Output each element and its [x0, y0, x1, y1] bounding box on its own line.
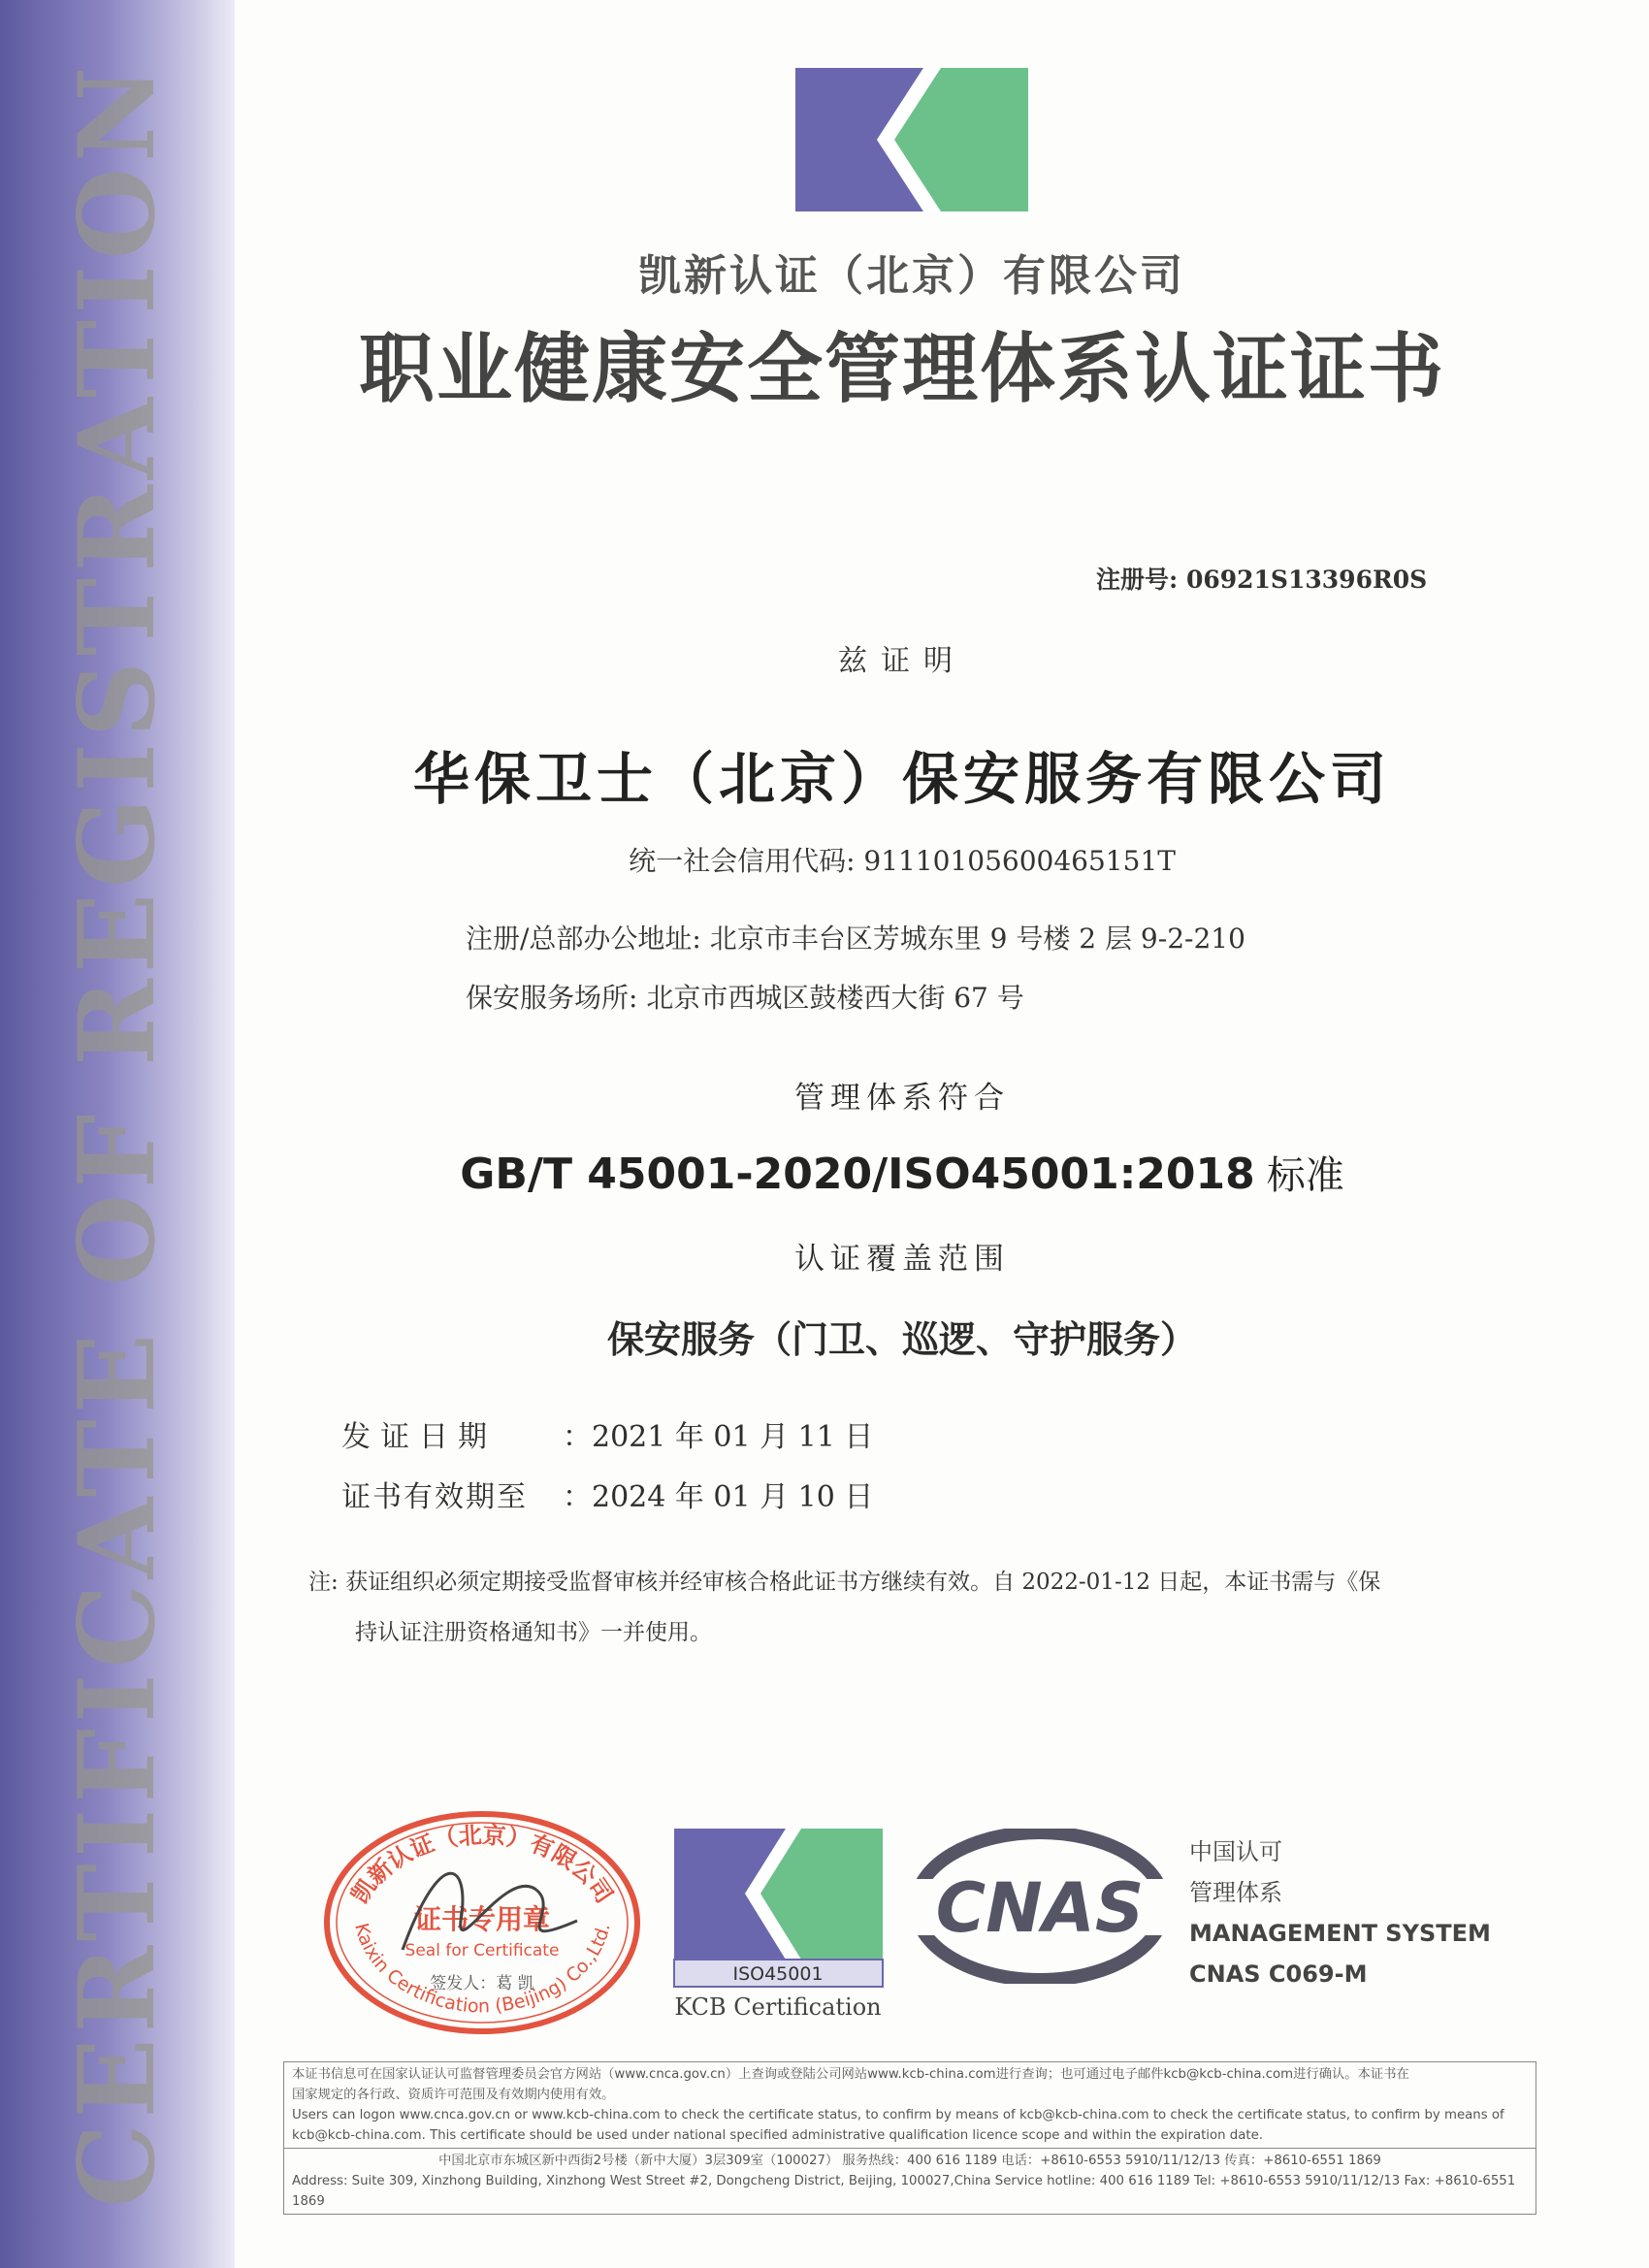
hereby-certify: 兹证明: [838, 644, 966, 678]
registration-value: 06921S13396R0S: [1185, 566, 1428, 594]
standard-suffix: 标准: [1266, 1153, 1344, 1198]
issuer-name: 凯新认证（北京）有限公司: [638, 251, 1185, 301]
seal-signer: 签发人：葛 凯: [430, 1974, 534, 1993]
service-address-label: 保安服务场所:: [466, 982, 638, 1014]
cnas-logo: [912, 1829, 1169, 1984]
footer-cn-line-1: 本证书信息可在国家认证认可监督管理委员会官方网站（www.cnca.gov.cn）上查询或登陆公司网站www.kcb-china.com进行查询；也可通过电子邮件kcb@kcb-china.com进行确认。本证书在: [292, 2067, 1409, 2082]
footer-address-en: Address: Suite 309, Xinzhong Building, Xinzhong West Street #2, Dongcheng District, Beijing, 100027,China Service hotline: 400 616 1189 Tel: +8610-6553 5910/11/12/13 Fax: +8610-6551 1869: [292, 2174, 1516, 2209]
expiry-date-value: ：2024 年 01 月 10 日: [563, 1480, 874, 1514]
registered-address: [466, 918, 1245, 956]
svg-text:凯新认证（北京）有限公司: [345, 1821, 619, 1908]
scope-text: 保安服务（门卫、巡逻、守护服务）: [606, 1317, 1197, 1361]
service-address-value: 北京市西城区鼓楼西大街 67 号: [646, 982, 1024, 1014]
kcb-badge-text: ISO45001: [732, 1963, 824, 1985]
issue-date-value: ：2021 年 01 月 11 日: [563, 1420, 874, 1454]
organization-name: 华保卫士（北京）保安服务有限公司: [412, 746, 1391, 812]
svg-text:Kaixin Certification (Beijing): [350, 1921, 614, 2017]
footer-address: [284, 2149, 1536, 2214]
cnas-line-3: MANAGEMENT SYSTEM: [1189, 1920, 1491, 1947]
credit-code-label: 统一社会信用代码:: [629, 845, 856, 877]
official-seal: [315, 1804, 650, 2042]
certificate-of-registration-text: CERTIFICATE OF REGISTRATION: [56, 60, 178, 2208]
cnas-line-4: CNAS C069-M: [1189, 1960, 1368, 1988]
credit-code-value: 91110105600465151T: [863, 845, 1176, 877]
kcb-caption: KCB Certification: [674, 1993, 882, 2021]
footer-cn-line-2: 国家规定的各行政、资质许可范围及有效期内使用有效。: [292, 2088, 615, 2102]
seal-arc-bottom: Kaixin Certification (Beijing) Co.,Ltd.: [350, 1921, 615, 2018]
cnas-line-2: 管理体系: [1189, 1879, 1282, 1906]
scope-heading: 认证覆盖范围: [794, 1242, 1010, 1277]
standard-code: GB/T 45001-2020/ISO45001:2018: [460, 1150, 1255, 1199]
seal-center-en: Seal for Certificate: [404, 1941, 560, 1960]
service-address: [466, 977, 1024, 1016]
credit-code: [446, 840, 1358, 879]
standard: [369, 1145, 1436, 1200]
footer-verification: [284, 2062, 1536, 2149]
issue-date: [341, 1412, 873, 1455]
registered-address-label: 注册/总部办公地址:: [466, 923, 701, 955]
seal-center-cn: 证书专用章: [413, 1903, 551, 1935]
footer-box: [283, 2061, 1536, 2215]
issue-date-label: 发证日期: [341, 1420, 497, 1454]
note-line-2: 持认证注册资格通知书》一并使用。: [355, 1620, 712, 1645]
footer-en-line-1: Users can logon www.cnca.gov.cn or www.kcb-china.com to check the certificate status, to confirm by means of kcb@kcb-china.com to check the certificate status, to confirm by means of: [292, 2108, 1504, 2122]
certificate-note: [308, 1557, 1463, 1658]
registration-label: 注册号:: [1096, 566, 1179, 594]
registered-address-value: 北京市丰台区芳城东里 9 号楼 2 层 9-2-210: [709, 923, 1245, 955]
footer-address-cn: 中国北京市东城区新中西街2号楼（新中大厦）3层309室（100027） 服务热线：400 616 1189 电话：+8610-6553 5910/11/12/13 传真：+8610-6551 1869: [438, 2154, 1381, 2168]
cnas-line-1: 中国认可: [1189, 1838, 1282, 1865]
seal-arc-top: 凯新认证（北京）有限公司: [344, 1820, 620, 1909]
left-decorative-band: [0, 0, 235, 2268]
expiry-date-label: 证书有效期至: [341, 1480, 528, 1514]
note-line-1: 获证组织必须定期接受监督审核并经审核合格此证书方继续有效。自 2022-01-12 日起，本证书需与《保: [345, 1570, 1381, 1595]
kcb-certification-logo: [669, 1829, 892, 2027]
certificate-title: 职业健康安全管理体系认证证书: [358, 325, 1445, 413]
expiry-date: [341, 1473, 873, 1515]
registration-number: [1096, 561, 1427, 596]
note-prefix: 注:: [308, 1570, 339, 1595]
cnas-accreditation-text: [1189, 1831, 1491, 1994]
cnas-logo-text: CNAS: [935, 1868, 1145, 1948]
footer-en-line-2: kcb@kcb-china.com. This certificate should be used under national specified administrative qualification licence scope and within the expiration date.: [292, 2128, 1263, 2143]
conformity-heading: 管理体系符合: [794, 1081, 1010, 1116]
kcb-logo: [795, 68, 1028, 211]
